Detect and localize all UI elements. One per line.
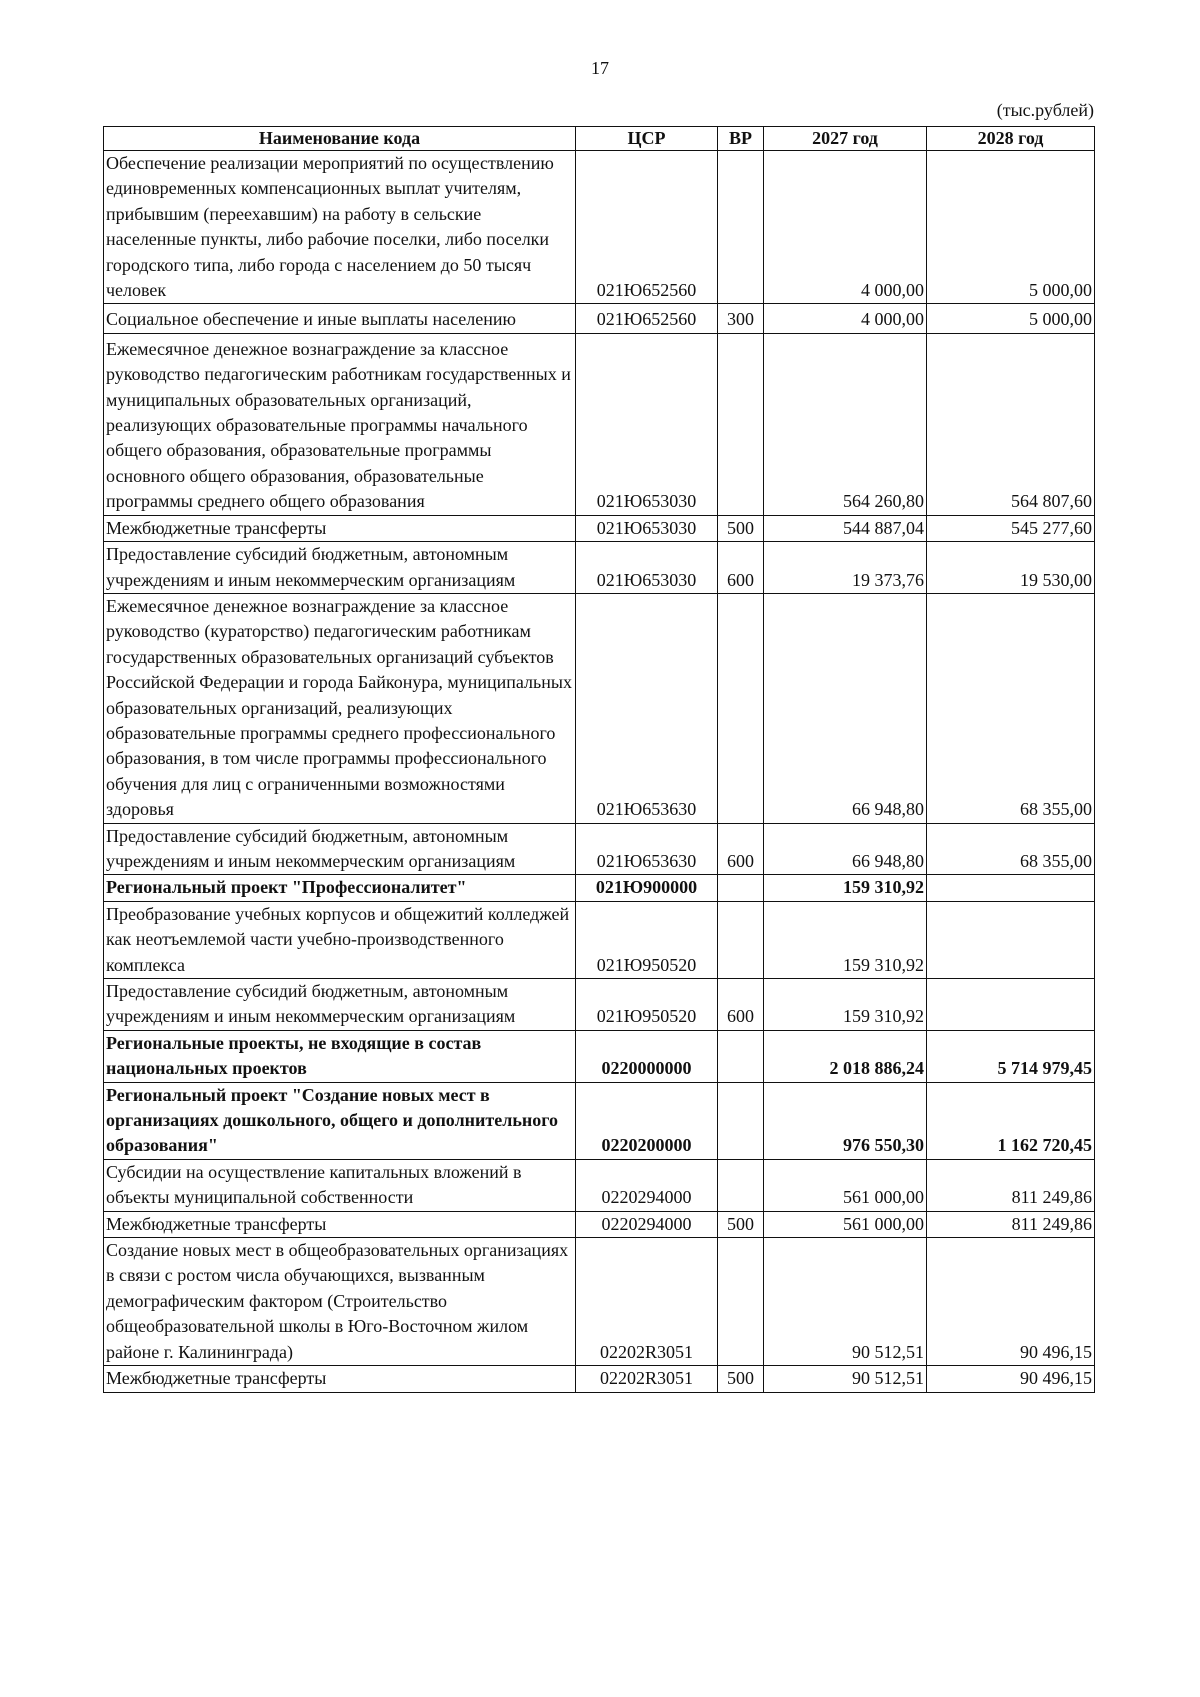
table-header-row [104, 127, 1095, 151]
row-2028: 545 277,60 [927, 515, 1095, 541]
header-2028: 2028 год [927, 127, 1095, 151]
table-row [104, 304, 1095, 333]
row-name: Предоставление субсидий бюджетным, автономным учреждениям и иным некоммерческим организациям [104, 979, 576, 1031]
row-name: Региональный проект "Профессионалитет" [104, 875, 576, 901]
row-2028 [927, 979, 1095, 1031]
row-2027: 66 948,80 [764, 823, 927, 875]
row-csr: 021Ю652560 [576, 304, 718, 333]
row-name: Межбюджетные трансферты [104, 1366, 576, 1392]
row-name: Создание новых мест в общеобразовательных организациях в связи с ростом числа обучающихся, вызванным демографическим фактором (Строительство общеобразовательной школы в Юго-Восточном жилом районе г. Калининграда) [104, 1238, 576, 1366]
row-name: Субсидии на осуществление капитальных вложений в объекты муниципальной собственности [104, 1159, 576, 1211]
row-vr: 500 [718, 515, 764, 541]
table-row [104, 1211, 1095, 1237]
row-vr [718, 1030, 764, 1082]
row-vr [718, 901, 764, 978]
row-csr: 0220200000 [576, 1082, 718, 1159]
row-name: Региональный проект "Создание новых мест в организациях дошкольного, общего и дополнительного образования" [104, 1082, 576, 1159]
row-2027: 159 310,92 [764, 979, 927, 1031]
row-csr: 02202R3051 [576, 1238, 718, 1366]
row-2027: 90 512,51 [764, 1238, 927, 1366]
header-name: Наименование кода [104, 127, 576, 151]
header-csr: ЦСР [576, 127, 718, 151]
row-csr: 021Ю900000 [576, 875, 718, 901]
row-csr: 021Ю653630 [576, 823, 718, 875]
row-name: Межбюджетные трансферты [104, 1211, 576, 1237]
table-row [104, 875, 1095, 901]
row-name: Межбюджетные трансферты [104, 515, 576, 541]
row-name: Ежемесячное денежное вознаграждение за классное руководство педагогическим работникам государственных и муниципальных образовательных организаций, реализующих образовательные программы начального общего образования, образовательные программы основного общего образования, образовательные программы среднего общего образования [104, 333, 576, 515]
budget-table [103, 126, 1095, 1393]
row-2027: 2 018 886,24 [764, 1030, 927, 1082]
table-row [104, 823, 1095, 875]
row-vr: 600 [718, 979, 764, 1031]
row-2027: 544 887,04 [764, 515, 927, 541]
row-csr: 0220294000 [576, 1211, 718, 1237]
table-row [104, 1082, 1095, 1159]
row-name: Социальное обеспечение и иные выплаты населению [104, 304, 576, 333]
row-2028: 90 496,15 [927, 1238, 1095, 1366]
table-row [104, 901, 1095, 978]
row-2027: 159 310,92 [764, 901, 927, 978]
table-row [104, 1159, 1095, 1211]
row-vr: 300 [718, 304, 764, 333]
row-2028 [927, 901, 1095, 978]
table-row [104, 333, 1095, 515]
row-2027: 4 000,00 [764, 151, 927, 304]
row-name: Региональные проекты, не входящие в состав национальных проектов [104, 1030, 576, 1082]
table-row [104, 979, 1095, 1031]
table-row [104, 1030, 1095, 1082]
table-row [104, 1366, 1095, 1392]
row-name: Ежемесячное денежное вознаграждение за классное руководство (кураторство) педагогическим работникам государственных образовательных организаций субъектов Российской Федерации и города Байконура, муниципальных образовательных организаций, реализующих образовательные программы среднего профессионального образования, в том числе программы профессионального обучения для лиц с ограниченными возможностями здоровья [104, 593, 576, 823]
row-2028: 811 249,86 [927, 1211, 1095, 1237]
row-vr [718, 875, 764, 901]
row-csr: 021Ю652560 [576, 151, 718, 304]
row-vr [718, 1159, 764, 1211]
row-vr [718, 151, 764, 304]
row-2027: 561 000,00 [764, 1159, 927, 1211]
row-2028: 5 000,00 [927, 304, 1095, 333]
row-vr: 600 [718, 823, 764, 875]
row-vr [718, 333, 764, 515]
row-2027: 561 000,00 [764, 1211, 927, 1237]
row-csr: 0220294000 [576, 1159, 718, 1211]
row-csr: 021Ю950520 [576, 901, 718, 978]
row-vr [718, 1082, 764, 1159]
page-number: 17 [591, 58, 609, 78]
row-csr: 021Ю653030 [576, 333, 718, 515]
row-2027: 19 373,76 [764, 542, 927, 594]
row-2028: 90 496,15 [927, 1366, 1095, 1392]
row-2028: 68 355,00 [927, 823, 1095, 875]
row-2027: 564 260,80 [764, 333, 927, 515]
row-2027: 66 948,80 [764, 593, 927, 823]
row-csr: 021Ю653030 [576, 542, 718, 594]
table-row [104, 542, 1095, 594]
table-row [104, 515, 1095, 541]
row-2028: 5 000,00 [927, 151, 1095, 304]
row-vr: 500 [718, 1366, 764, 1392]
row-csr: 021Ю950520 [576, 979, 718, 1031]
table-row [104, 593, 1095, 823]
units-label: (тыс.рублей) [996, 100, 1094, 120]
row-2027: 90 512,51 [764, 1366, 927, 1392]
table-row [104, 1238, 1095, 1366]
row-2027: 976 550,30 [764, 1082, 927, 1159]
header-2027: 2027 год [764, 127, 927, 151]
row-csr: 02202R3051 [576, 1366, 718, 1392]
row-2028: 68 355,00 [927, 593, 1095, 823]
row-vr: 500 [718, 1211, 764, 1237]
row-2028: 5 714 979,45 [927, 1030, 1095, 1082]
row-vr: 600 [718, 542, 764, 594]
row-2027: 159 310,92 [764, 875, 927, 901]
row-2028: 1 162 720,45 [927, 1082, 1095, 1159]
header-vr: ВР [718, 127, 764, 151]
row-csr: 0220000000 [576, 1030, 718, 1082]
row-2028: 811 249,86 [927, 1159, 1095, 1211]
row-2027: 4 000,00 [764, 304, 927, 333]
row-2028 [927, 875, 1095, 901]
row-2028: 19 530,00 [927, 542, 1095, 594]
row-csr: 021Ю653630 [576, 593, 718, 823]
row-name: Предоставление субсидий бюджетным, автономным учреждениям и иным некоммерческим организациям [104, 823, 576, 875]
row-name: Предоставление субсидий бюджетным, автономным учреждениям и иным некоммерческим организациям [104, 542, 576, 594]
row-vr [718, 593, 764, 823]
row-name: Преобразование учебных корпусов и общежитий колледжей как неотъемлемой части учебно-производственного комплекса [104, 901, 576, 978]
row-csr: 021Ю653030 [576, 515, 718, 541]
row-2028: 564 807,60 [927, 333, 1095, 515]
table-row [104, 151, 1095, 304]
row-name: Обеспечение реализации мероприятий по осуществлению единовременных компенсационных выплат учителям, прибывшим (переехавшим) на работу в сельские населенные пункты, либо рабочие поселки, либо поселки городского типа, либо города с населением до 50 тысяч человек [104, 151, 576, 304]
row-vr [718, 1238, 764, 1366]
